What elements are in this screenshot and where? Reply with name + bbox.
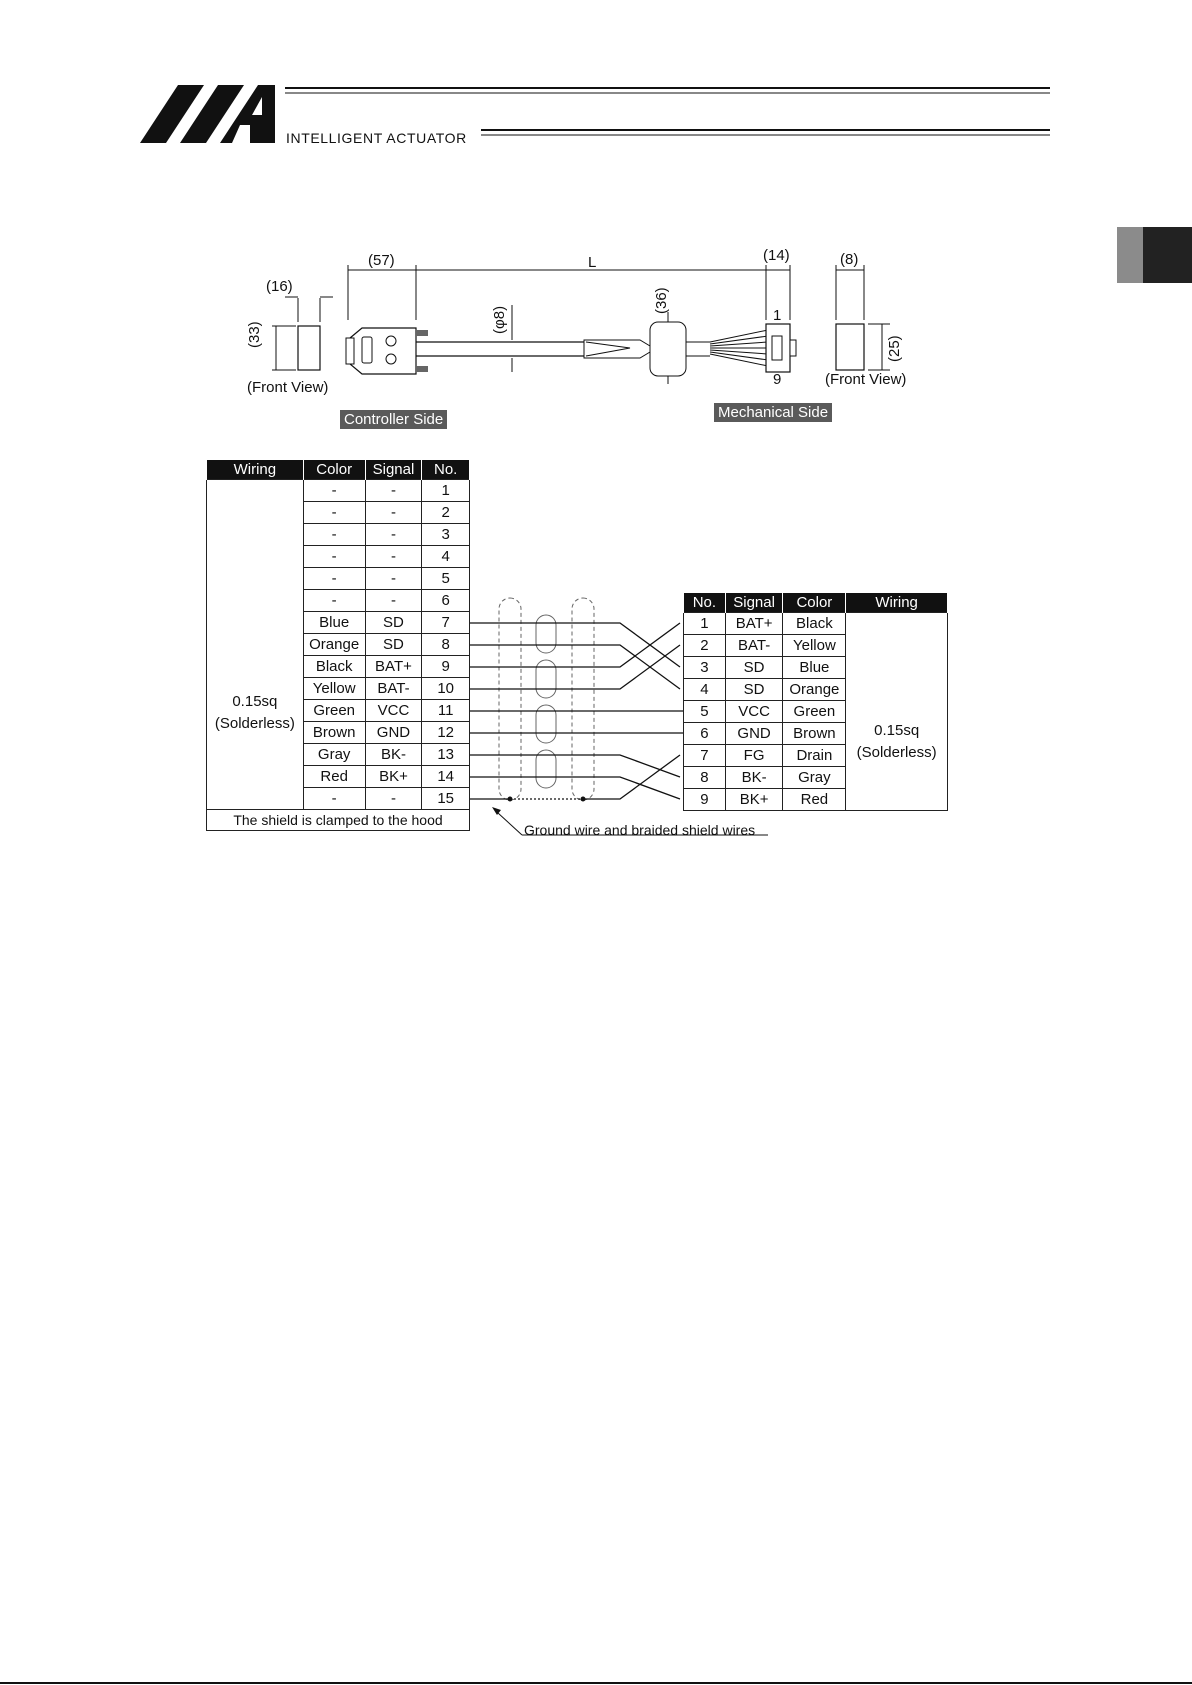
signal-cell: FG — [725, 745, 783, 767]
dim-length-L: L — [588, 254, 597, 271]
header-signal: Signal — [725, 593, 783, 613]
no-cell: 15 — [422, 788, 470, 810]
shield-note: The shield is clamped to the hood — [207, 810, 470, 831]
signal-cell: - — [365, 524, 422, 546]
color-cell: - — [303, 546, 365, 568]
color-cell: Brown — [303, 722, 365, 744]
header-signal: Signal — [365, 460, 422, 480]
signal-cell: - — [365, 502, 422, 524]
color-cell: Blue — [303, 612, 365, 634]
brand-text: INTELLIGENT ACTUATOR — [286, 130, 467, 146]
signal-cell: SD — [725, 657, 783, 679]
dim-36: (36) — [653, 287, 670, 314]
signal-cell: BK- — [725, 767, 783, 789]
color-cell: Yellow — [783, 635, 846, 657]
no-cell: 10 — [422, 678, 470, 700]
no-cell: 5 — [684, 701, 726, 723]
color-cell: - — [303, 568, 365, 590]
header-color: Color — [303, 460, 365, 480]
color-cell: - — [303, 480, 365, 502]
no-cell: 3 — [684, 657, 726, 679]
signal-cell: - — [365, 480, 422, 502]
no-cell: 7 — [422, 612, 470, 634]
no-cell: 8 — [422, 634, 470, 656]
front-view-left-label: (Front View) — [247, 379, 329, 396]
wiring-spec-line1: 0.15sq — [874, 721, 920, 739]
dim-8: (8) — [840, 251, 859, 268]
no-cell: 9 — [684, 789, 726, 811]
signal-cell: - — [365, 546, 422, 568]
signal-cell: - — [365, 568, 422, 590]
color-cell: - — [303, 590, 365, 612]
signal-cell: SD — [725, 679, 783, 701]
pin-1-label: 1 — [773, 307, 782, 324]
no-cell: 8 — [684, 767, 726, 789]
header-no: No. — [422, 460, 470, 480]
color-cell: Red — [303, 766, 365, 788]
no-cell: 4 — [684, 679, 726, 701]
signal-cell: GND — [725, 723, 783, 745]
no-cell: 7 — [684, 745, 726, 767]
color-cell: Yellow — [303, 678, 365, 700]
dim-33: (33) — [246, 321, 263, 348]
signal-cell: BK- — [365, 744, 422, 766]
dim-phi8: (φ8) — [491, 305, 508, 334]
color-cell: Brown — [783, 723, 846, 745]
footer-rule — [0, 1682, 1192, 1684]
pin-9-label: 9 — [773, 371, 782, 388]
dim-14: (14) — [763, 247, 790, 264]
color-cell: Green — [303, 700, 365, 722]
no-cell: 1 — [422, 480, 470, 502]
color-cell: Orange — [783, 679, 846, 701]
color-cell: Gray — [303, 744, 365, 766]
no-cell: 2 — [684, 635, 726, 657]
signal-cell: SD — [365, 634, 422, 656]
no-cell: 1 — [684, 613, 726, 635]
signal-cell: - — [365, 788, 422, 810]
color-cell: - — [303, 788, 365, 810]
color-cell: Gray — [783, 767, 846, 789]
color-cell: Orange — [303, 634, 365, 656]
color-cell: - — [303, 502, 365, 524]
color-cell: Red — [783, 789, 846, 811]
signal-cell: VCC — [365, 700, 422, 722]
signal-cell: SD — [365, 612, 422, 634]
signal-cell: BK+ — [725, 789, 783, 811]
dim-57: (57) — [368, 252, 395, 269]
dim-16: (16) — [266, 278, 293, 295]
front-view-right-label: (Front View) — [825, 371, 907, 388]
no-cell: 13 — [422, 744, 470, 766]
wiring-spec-line2: (Solderless) — [856, 743, 937, 761]
no-cell: 12 — [422, 722, 470, 744]
no-cell: 3 — [422, 524, 470, 546]
wiring-spec-line2: (Solderless) — [214, 714, 295, 732]
signal-cell: BAT- — [725, 635, 783, 657]
wiring-spec-line1: 0.15sq — [232, 692, 278, 710]
signal-cell: BAT- — [365, 678, 422, 700]
dim-25: (25) — [886, 335, 903, 362]
header-wiring: Wiring — [207, 460, 304, 480]
signal-cell: BAT+ — [725, 613, 783, 635]
no-cell: 4 — [422, 546, 470, 568]
no-cell: 6 — [684, 723, 726, 745]
color-cell: Black — [303, 656, 365, 678]
no-cell: 9 — [422, 656, 470, 678]
color-cell: - — [303, 524, 365, 546]
no-cell: 14 — [422, 766, 470, 788]
color-cell: Black — [783, 613, 846, 635]
signal-cell: GND — [365, 722, 422, 744]
no-cell: 5 — [422, 568, 470, 590]
header-color: Color — [783, 593, 846, 613]
signal-cell: BK+ — [365, 766, 422, 788]
no-cell: 2 — [422, 502, 470, 524]
header-no: No. — [684, 593, 726, 613]
ground-wire-note: Ground wire and braided shield wires — [524, 822, 756, 838]
signal-cell: BAT+ — [365, 656, 422, 678]
signal-cell: - — [365, 590, 422, 612]
color-cell: Blue — [783, 657, 846, 679]
mechanical-side-label: Mechanical Side — [714, 403, 832, 422]
signal-cell: VCC — [725, 701, 783, 723]
no-cell: 6 — [422, 590, 470, 612]
color-cell: Green — [783, 701, 846, 723]
no-cell: 11 — [422, 700, 470, 722]
controller-side-label: Controller Side — [340, 410, 447, 429]
color-cell: Drain — [783, 745, 846, 767]
header-wiring: Wiring — [846, 593, 948, 613]
